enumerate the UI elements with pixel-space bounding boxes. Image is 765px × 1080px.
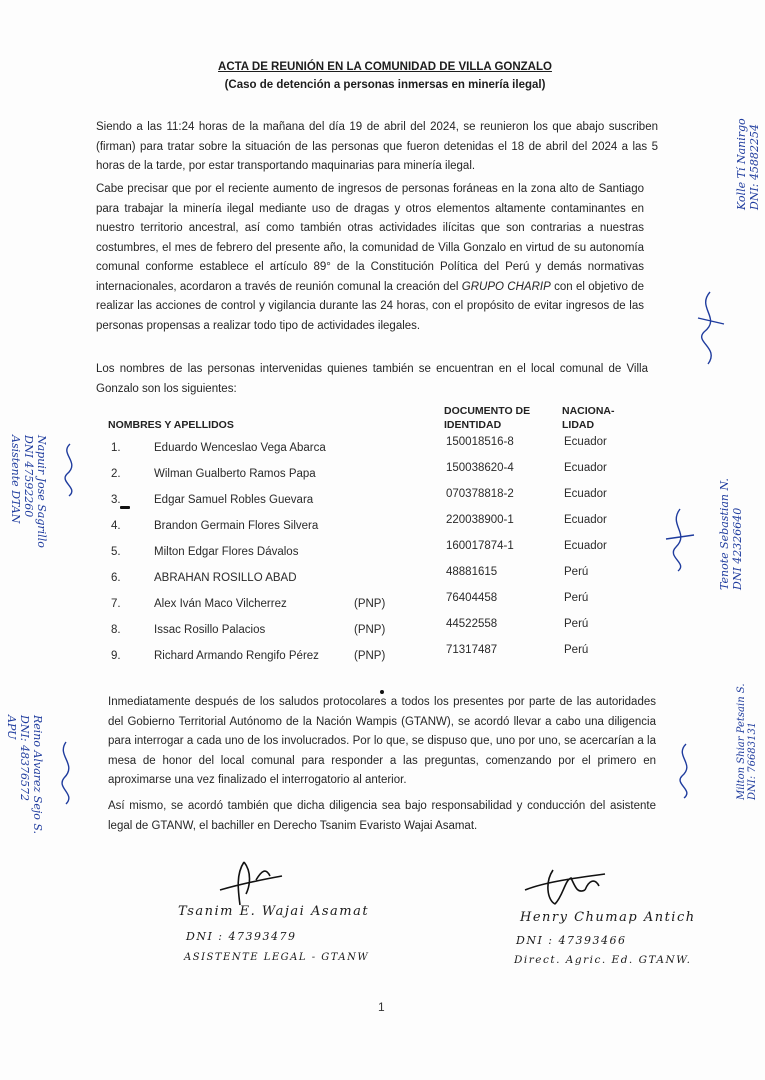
margin-note-line: Asistente DTAN (9, 435, 22, 524)
row-nationality: Perú (564, 566, 589, 578)
left-signature-scribble (200, 860, 290, 910)
margin-note-left-low (5, 715, 44, 895)
row-nationality: Perú (564, 592, 589, 604)
group-name: GRUPO CHARIP (461, 280, 551, 293)
row-name: Richard Armando Rengifo Pérez (154, 650, 319, 662)
margin-note-line: Kolle Tí Nanirgo (735, 118, 748, 210)
row-document: 160017874-1 (446, 540, 514, 552)
document-subtitle: (Caso de detención a personas inmersas en minería ilegal) (224, 79, 546, 91)
row-name: Edgar Samuel Robles Guevara (154, 494, 314, 506)
document-title: ACTA DE REUNIÓN EN LA COMUNIDAD DE VILLA GONZALO (218, 61, 552, 73)
row-number: 4. (111, 520, 121, 532)
row-document: 71317487 (446, 644, 498, 656)
margin-note-line: APU (5, 715, 18, 740)
margin-note-line: Napuir Jose Sagrillo (35, 435, 48, 548)
row-document: 44522558 (446, 618, 498, 630)
header-document-line1: DOCUMENTO DE (444, 405, 531, 417)
table-row (0, 644, 765, 670)
margin-signature-right-low (668, 740, 703, 800)
header-document-line2: IDENTIDAD (444, 419, 502, 431)
row-name: Eduardo Wenceslao Vega Abarca (154, 442, 326, 454)
margin-note-line: DNI: 48376572 (18, 715, 31, 801)
row-number: 8. (111, 624, 121, 636)
row-document: 76404458 (446, 592, 498, 604)
header-nationality-line2: LIDAD (562, 419, 595, 431)
row-name: ABRAHAN ROSILLO ABAD (154, 572, 297, 584)
row-number: 9. (111, 650, 121, 662)
margin-note-line: DNI 42326640 (731, 507, 744, 590)
right-signature-name: Henry Chumap Antich (520, 910, 696, 925)
header-nationality (562, 404, 632, 432)
margin-signature-right-mid (660, 505, 700, 575)
margin-note-line: DNI: 45882254 (748, 124, 761, 210)
margin-signature-right-top (690, 288, 730, 373)
margin-note-line: DNI 47592260 (22, 435, 35, 518)
paragraph-list-intro: Los nombres de las personas intervenidas quienes también se encuentran en el local comunal de Villa Gonzalo son los siguientes: (96, 363, 648, 395)
margin-note-right-low (736, 615, 758, 800)
row-name: Alex Iván Maco Vilcherrez (154, 598, 287, 610)
row-nationality: Ecuador (564, 462, 607, 474)
table-row (0, 618, 765, 644)
row-number: 2. (111, 468, 121, 480)
row-document: 150038620-4 (446, 462, 514, 474)
row-nationality: Perú (564, 618, 589, 630)
header-names: NOMBRES Y APELLIDOS (108, 419, 234, 431)
paragraph-diligence: Inmediatamente después de los saludos protocolares a todos los presentes por parte de las autoridades del Gobierno Territorial Autónomo de la Nación Wampis (GTANW), se acordó llevar a cabo una diligencia para interrogar a cada uno de los involucrados. Por lo que, se dispuso que, uno por uno, se acercarían a la mesa de honor del local comunal para responder a las preguntas, comenzando por el primero en aproximarse una vez finalizado el interrogatorio al anterior. (108, 696, 656, 786)
row-number: 6. (111, 572, 121, 584)
row-number: 5. (111, 546, 121, 558)
page-number: 1 (378, 1000, 385, 1014)
row-number: 1. (111, 442, 121, 454)
row-document: 070378818-2 (446, 488, 514, 500)
row-tag: (PNP) (354, 598, 386, 610)
paragraph-background-text-1: Cabe precisar que por el reciente aumento de ingresos de personas foráneas en la zona alto de Santiago para trabajar la minería ilegal mediante uso de dragas y otros elementos altamente contaminantes en nuestro territorio ancestral, así como también otras actividades ilícitas que son contrarias a nuestras costumbres, el mes de febrero del presente año, la comunidad de Villa Gonzalo en virtud de su autonomía comunal conforme establece el artículo 89° de la Constitución Política del Perú y demás normativas internacionales, acordaron a través de reunión comunal la creación del (96, 183, 644, 293)
table-row (0, 592, 765, 618)
table-row (0, 514, 765, 540)
right-signature-dni: DNI : 47393466 (516, 934, 627, 947)
paragraph-legal-assistant: Así mismo, se acordó también que dicha diligencia sea bajo responsabilidad y conducción del asistente legal de GTANW, el bachiller en Derecho Tsanim Evaristo Wajai Asamat. (108, 800, 656, 832)
right-signature-scribble (515, 860, 615, 910)
margin-signature-left-mid (55, 440, 85, 500)
margin-note-line: Milton Shiar Petsain S. (736, 683, 747, 800)
table-row (0, 540, 765, 566)
margin-note-left-mid (9, 435, 48, 605)
row-tag: (PNP) (354, 650, 386, 662)
table-row (0, 462, 765, 488)
row-document: 48881615 (446, 566, 498, 578)
margin-note-right-mid (718, 440, 744, 590)
margin-note-line: Tenote Sebastian N. (718, 478, 731, 590)
margin-signature-left-low (52, 738, 82, 808)
row-name: Issac Rosillo Palacios (154, 624, 266, 636)
margin-note-right-top (735, 60, 761, 210)
row-nationality: Ecuador (564, 488, 607, 500)
table-row (0, 566, 765, 592)
paragraph-background-text-2: con el objetivo de realizar las acciones de control y vigilancia durante las 24 horas, con el propósito de evitar ingresos de las personas propensas a realizar todo tipo de actividades ilegales. (96, 280, 645, 332)
row-nationality: Ecuador (564, 540, 607, 552)
right-signature-role: Direct. Agric. Ed. GTANW. (514, 954, 692, 966)
row-number: 7. (111, 598, 121, 610)
left-signature-role: ASISTENTE LEGAL - GTANW (184, 952, 370, 963)
row-number: 3. (111, 494, 121, 506)
row-tag: (PNP) (354, 624, 386, 636)
row-document: 220038900-1 (446, 514, 514, 526)
ink-mark (120, 506, 130, 509)
row-name: Milton Edgar Flores Dávalos (154, 546, 299, 558)
paragraph-background (96, 180, 644, 336)
paragraph-meeting-opening: Siendo a las 11:24 horas de la mañana del día 19 de abril del 2024, se reunieron los que abajo suscriben (firman) para tratar sobre la situación de las personas que fueron detenidas el 18 de abril del 2024 a las 5 horas de la tarde, por estar transportando maquinarias para minería ilegal. (96, 121, 658, 172)
table-row (0, 436, 765, 462)
row-name: Wilman Gualberto Ramos Papa (154, 468, 316, 480)
row-name: Brandon Germain Flores Silvera (154, 520, 319, 532)
margin-note-line: DNI: 76683131 (747, 721, 758, 800)
header-nationality-line1: NACIONA- (562, 405, 615, 417)
left-signature-name: Tsanim E. Wajai Asamat (178, 904, 370, 919)
left-signature-dni: DNI : 47393479 (186, 930, 297, 943)
row-nationality: Perú (564, 644, 589, 656)
row-nationality: Ecuador (564, 514, 607, 526)
table-row (0, 488, 765, 514)
document-title-block (140, 58, 630, 94)
row-nationality: Ecuador (564, 436, 607, 448)
margin-note-line: Reino Alvarez Sejo S. (31, 715, 44, 835)
header-document (444, 404, 554, 432)
row-document: 150018516-8 (446, 436, 514, 448)
